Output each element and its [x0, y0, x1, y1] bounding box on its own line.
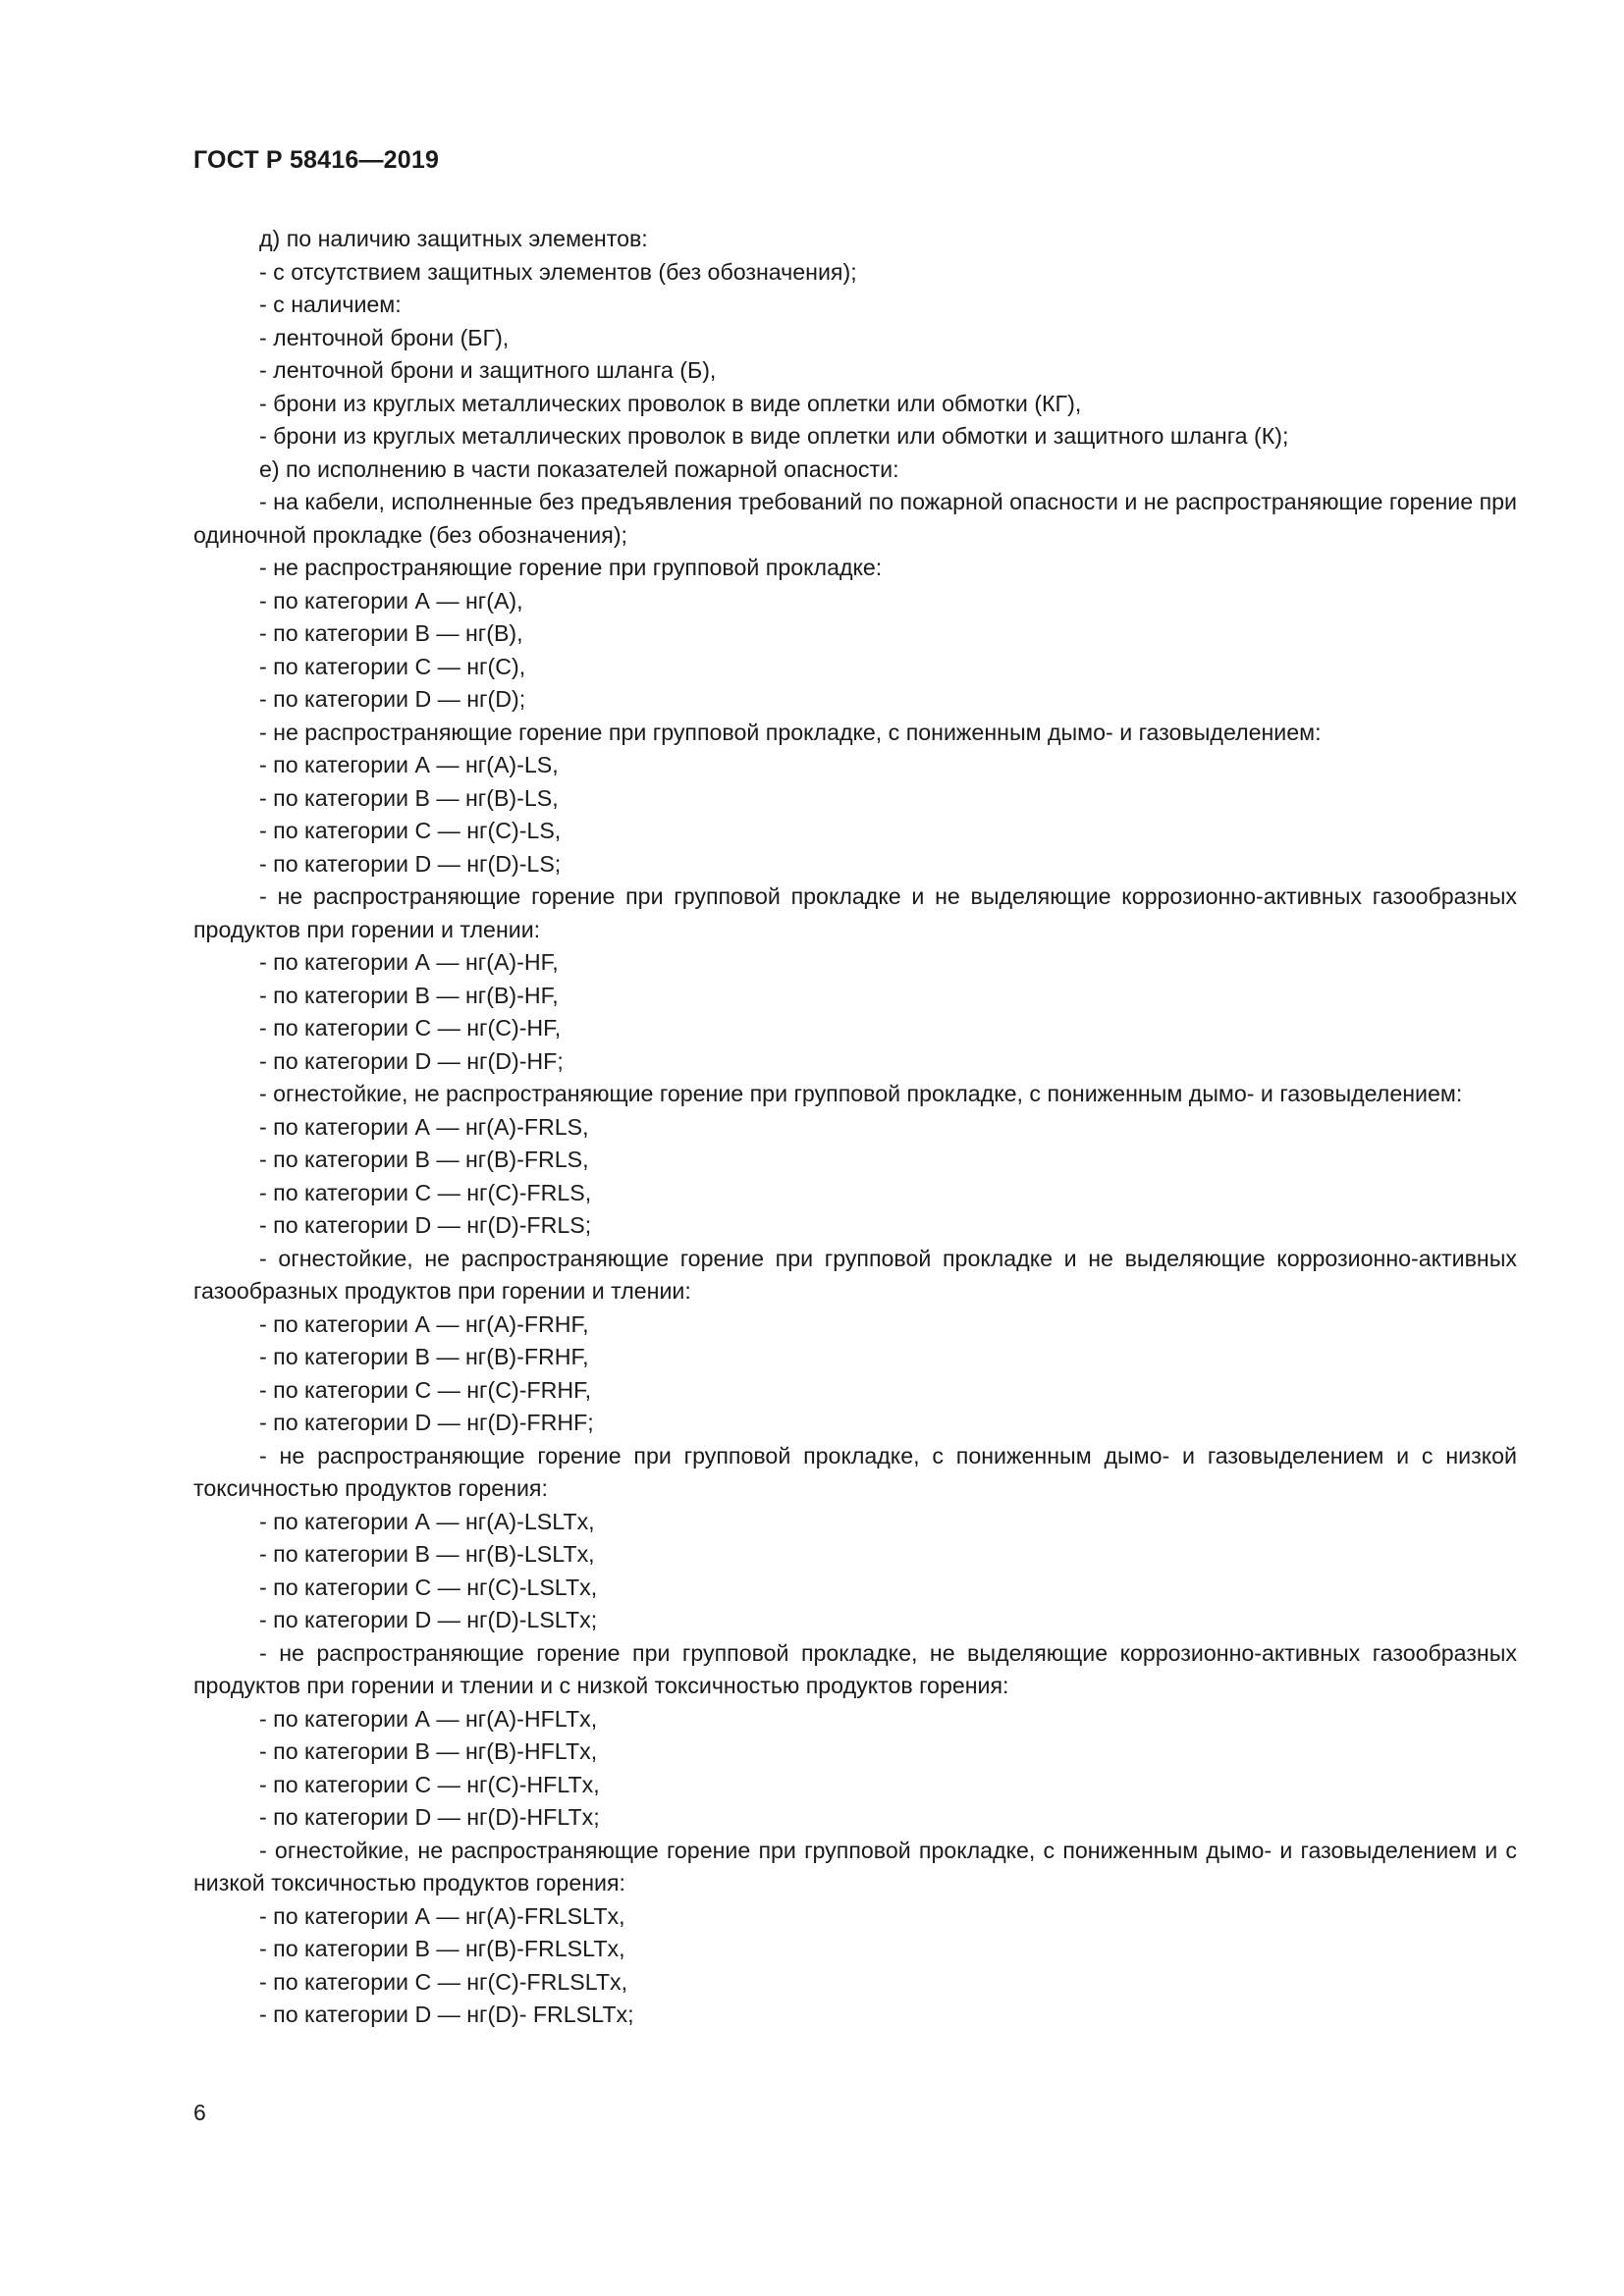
paragraph: - по категории С — нг(С)-HFLTx,	[259, 1771, 600, 1797]
paragraph: - по категории D — нг(D);	[259, 686, 526, 712]
paragraph: - на кабели, исполненные без предъявления требований по пожарной опасности и не распространяющие горение при одиночной прокладке (без обозначения);	[193, 489, 1524, 548]
paragraph: - по категории В — нг(В)-LS,	[259, 784, 559, 811]
paragraph: - по категории В — нг(В)-FRLS,	[259, 1147, 589, 1172]
paragraph: е) по исполнению в части показателей пожарной опасности:	[259, 455, 899, 482]
paragraph: - огнестойкие, не распространяющие горение при групповой прокладке, с пониженным дымо- и газовыделением:	[259, 1081, 1463, 1106]
paragraph: - не распространяющие горение при групповой прокладке, с пониженным дымо- и газовыделением:	[259, 719, 1322, 745]
paragraph: - по категории С — нг(С)-LS,	[259, 818, 562, 843]
paragraph: - по категории С — нг(С)-LSLTx,	[259, 1574, 598, 1600]
paragraph: - не распространяющие горение при групповой прокладке, с пониженным дымо- и газовыделением и с низкой токсичностью продуктов горения:	[193, 1442, 1524, 1501]
paragraph: - по категории В — нг(В)-LSLTx,	[259, 1541, 595, 1567]
paragraph: - по категории D — нг(D)-LSLTx;	[259, 1607, 598, 1632]
paragraph: - по категории А — нг(А)-HF,	[259, 949, 559, 975]
paragraph: - по категории С — нг(С)-FRLS,	[259, 1179, 592, 1205]
paragraph: - не распространяющие горение при групповой прокладке:	[259, 555, 883, 580]
paragraph: - по категории D — нг(D)-HFLTx;	[259, 1804, 600, 1830]
paragraph: - по категории В — нг(В)-HFLTx,	[259, 1738, 598, 1764]
paragraph: - по категории А — нг(А)-FRLS,	[259, 1113, 589, 1140]
paragraph: д) по наличию защитных элементов:	[259, 226, 648, 251]
paragraph: - по категории А — нг(А)-LS,	[259, 752, 559, 777]
paragraph: - ленточной брони (БГ),	[259, 324, 510, 350]
paragraph: - по категории С — нг(С)-HF,	[259, 1015, 562, 1041]
paragraph: - с отсутствием защитных элементов (без обозначения);	[259, 258, 857, 285]
paragraph: - по категории А — нг(А)-LSLTx,	[259, 1508, 595, 1534]
paragraph: - по категории А — нг(А)-HFLTx,	[259, 1705, 598, 1732]
paragraph: - огнестойкие, не распространяющие горение при групповой прокладке, с пониженным дымо- и газовыделением и с низкой токсичностью продуктов горения:	[193, 1837, 1524, 1896]
paragraph: - по категории В — нг(В)-HF,	[259, 982, 559, 1008]
paragraph: - по категории С — нг(С),	[259, 653, 526, 679]
paragraph: - по категории А — нг(А),	[259, 587, 523, 614]
paragraph: - огнестойкие, не распространяющие горение при групповой прокладке и не выделяющие коррозионно-активных газообразных продуктов при горении и тлении:	[193, 1245, 1524, 1304]
paragraph: - по категории D — нг(D)-LS;	[259, 850, 562, 877]
paragraph: - не распространяющие горение при групповой прокладке и не выделяющие коррозионно-активных газообразных продуктов при горении и тлении:	[193, 883, 1524, 942]
paragraph: - по категории А — нг(А)-FRHF,	[259, 1310, 589, 1337]
paragraph: - ленточной брони и защитного шланга (Б),	[259, 357, 717, 383]
paragraph: - по категории D — нг(D)-FRHF;	[259, 1410, 594, 1435]
paragraph: - по категории D — нг(D)-FRLS;	[259, 1212, 592, 1238]
paragraph: - брони из круглых металлических проволок в виде оплетки или обмотки и защитного шланга (К);	[259, 423, 1289, 449]
document-body	[193, 223, 1524, 2032]
paragraph: - по категории С — нг(С)-FRLSLTx,	[259, 1968, 628, 1995]
paragraph: - по категории В — нг(В),	[259, 620, 523, 646]
paragraph: - с наличием:	[259, 292, 402, 317]
paragraph: - по категории В — нг(В)-FRLSLTx,	[259, 1936, 625, 1961]
paragraph: - не распространяющие горение при групповой прокладке, не выделяющие коррозионно-активных газообразных продуктов при горении и тлении и с низкой токсичностью продуктов горения:	[193, 1639, 1524, 1698]
page-number: 6	[193, 2100, 206, 2125]
paragraph: - по категории А — нг(А)-FRLSLTx,	[259, 1902, 625, 1929]
paragraph: - по категории В — нг(В)-FRHF,	[259, 1344, 589, 1369]
document-header: ГОСТ Р 58416—2019	[193, 146, 440, 174]
paragraph: - по категории D — нг(D)- FRLSLTx;	[259, 2002, 634, 2027]
paragraph: - по категории D — нг(D)-HF;	[259, 1047, 564, 1074]
paragraph: - по категории С — нг(С)-FRHF,	[259, 1376, 592, 1403]
paragraph: - брони из круглых металлических проволок в виде оплетки или обмотки (КГ),	[259, 390, 1082, 416]
